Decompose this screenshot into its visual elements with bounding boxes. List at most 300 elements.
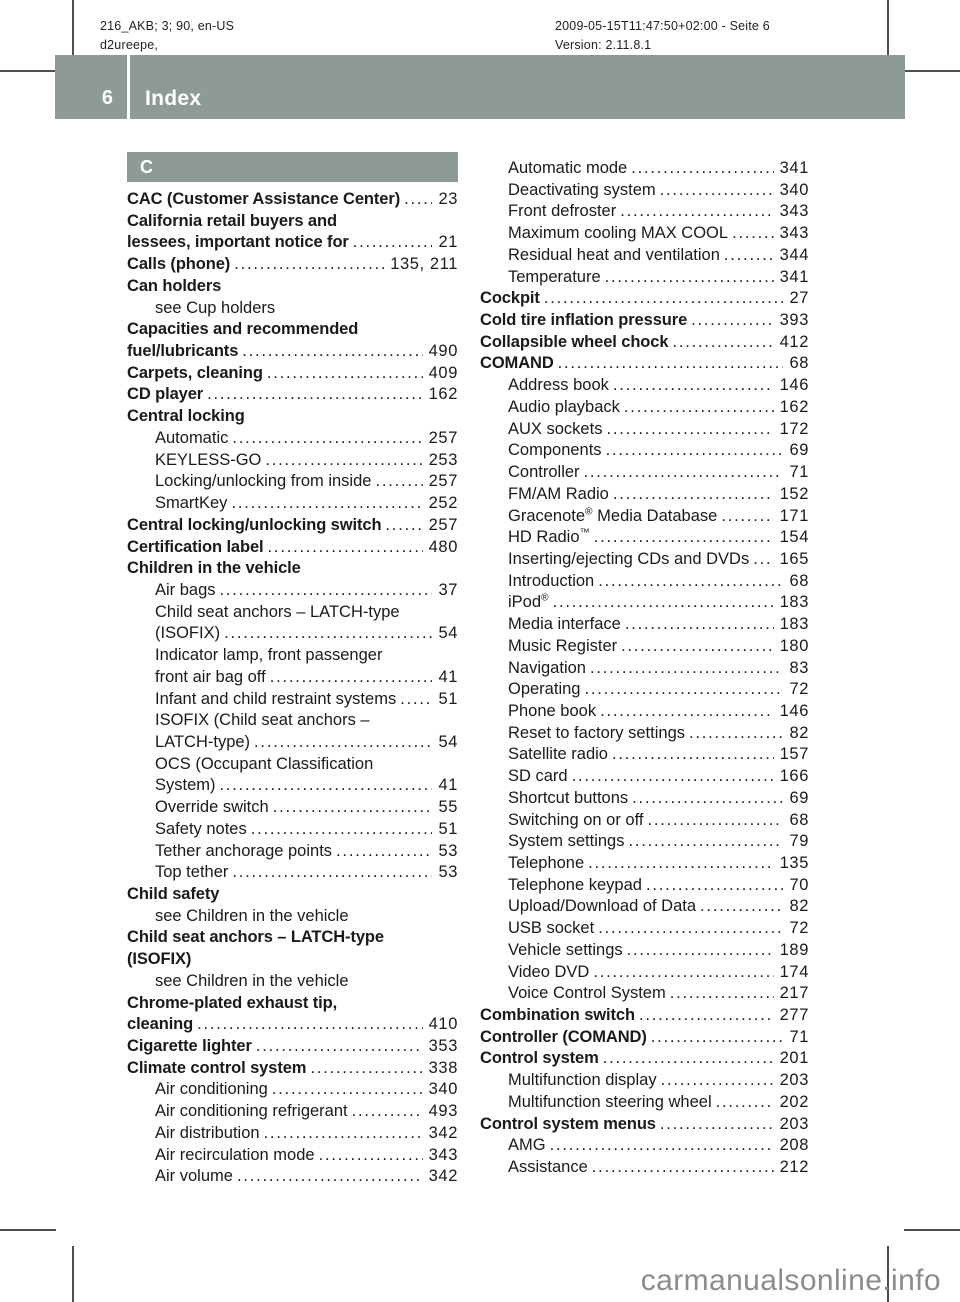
index-entry-page-number: 146 — [779, 376, 809, 395]
index-entry-label: Infant and child restraint systems — [155, 689, 397, 708]
dot-leader — [661, 1070, 774, 1092]
dot-leader — [265, 450, 422, 472]
dot-leader — [606, 419, 773, 441]
index-entry-label: fuel/lubricants — [127, 342, 239, 361]
dot-leader — [242, 341, 422, 363]
index-entry-label: Telephone — [508, 854, 585, 872]
index-entry — [480, 462, 809, 484]
index-entry — [127, 862, 458, 884]
header-bar — [55, 55, 905, 119]
index-entry-label: LATCH-type) — [155, 732, 251, 751]
index-entry-page-number: 162 — [779, 397, 809, 416]
dot-leader — [632, 788, 783, 810]
index-entry-label: Inserting/ejecting CDs and DVDs — [508, 549, 750, 568]
index-entry-page-number: 21 — [438, 233, 458, 252]
index-entry-label: FM/AM Radio — [508, 484, 609, 503]
index-entry-label: HD Radio™ — [508, 527, 590, 547]
index-entry — [480, 375, 809, 397]
index-entry-page-number: 183 — [779, 615, 809, 634]
index-entry — [127, 971, 458, 993]
dot-leader — [400, 689, 432, 711]
index-entry — [480, 484, 809, 506]
index-entry-page-number: 172 — [779, 419, 809, 438]
index-entry — [127, 927, 458, 949]
index-entry — [127, 1123, 458, 1145]
index-entry-label: Safety notes — [155, 819, 247, 838]
index-entry-label: Automatic — [155, 428, 229, 447]
index-entry-label: Deactivating system — [508, 180, 656, 199]
index-entry-label: Shortcut buttons — [508, 788, 629, 807]
dot-leader — [310, 1058, 422, 1080]
index-entry-page-number: 183 — [779, 593, 809, 612]
index-entry — [127, 428, 458, 450]
index-entry — [480, 983, 809, 1005]
index-entry-label: OCS (Occupant Classification — [155, 754, 374, 773]
index-entry-label: Voice Control System — [508, 984, 666, 1003]
index-entry-page-number: 51 — [438, 689, 458, 708]
index-entry — [127, 406, 458, 428]
index-entry-page-number: 208 — [779, 1136, 809, 1155]
index-entry-label: Operating — [508, 680, 581, 699]
index-entry-page-number: 412 — [779, 332, 809, 351]
dot-leader — [232, 862, 432, 884]
index-entry-label: USB socket — [508, 919, 595, 938]
index-entry-page-number: 71 — [789, 463, 809, 482]
dot-leader — [558, 353, 784, 375]
index-entry-label: Reset to factory settings — [508, 723, 685, 742]
index-entry — [127, 754, 458, 776]
dot-leader — [267, 363, 423, 385]
dot-leader — [319, 1145, 423, 1167]
dot-leader — [624, 397, 774, 419]
dot-leader — [207, 384, 423, 406]
dot-leader — [590, 658, 783, 680]
index-entry-page-number: 343 — [779, 224, 809, 243]
index-entry-label: Override switch — [155, 798, 269, 817]
dot-leader — [224, 623, 432, 645]
index-entry-page-number: 166 — [779, 767, 809, 786]
watermark-link[interactable]: carmanualsonline.info — [640, 1264, 941, 1297]
index-entry-page-number: 338 — [428, 1058, 458, 1077]
index-entry-label: Residual heat and ventilation — [508, 245, 720, 264]
index-entry-label: California retail buyers and — [127, 211, 337, 230]
index-entry — [480, 636, 809, 658]
index-entry-label: Certification label — [127, 537, 264, 556]
index-entry-label: Assistance — [508, 1158, 588, 1177]
index-entry-label: see Children in the vehicle — [155, 906, 349, 925]
index-entry-page-number: 201 — [779, 1049, 809, 1068]
index-entry-page-number: 252 — [428, 494, 458, 513]
crop-mark-bottom-right-horizontal — [904, 1229, 960, 1231]
dot-leader — [237, 1166, 423, 1188]
index-entry-label: Satellite radio — [508, 745, 608, 764]
index-entry-page-number: 83 — [789, 658, 809, 677]
index-entry-label: (ISOFIX) — [127, 950, 192, 969]
index-entry — [480, 549, 809, 571]
index-entry — [480, 658, 809, 680]
index-entry-page-number: 174 — [779, 962, 809, 981]
dot-leader — [612, 744, 774, 766]
index-entry — [480, 158, 809, 180]
index-entry-label: COMAND — [480, 354, 554, 373]
index-entry-label: Controller (COMAND) — [480, 1027, 647, 1046]
dot-leader — [700, 896, 783, 918]
index-entry-page-number: 72 — [789, 919, 809, 938]
dot-leader — [670, 983, 774, 1005]
index-entry-page-number: 344 — [779, 245, 809, 264]
index-entry — [127, 276, 458, 298]
index-entry — [127, 363, 458, 385]
index-entry-label: Controller — [508, 463, 580, 482]
crop-mark-top-left-vertical — [72, 0, 74, 56]
dot-leader — [234, 254, 384, 276]
index-entry-page-number: 480 — [428, 537, 458, 556]
index-entry — [127, 732, 458, 754]
index-entry-label: Maximum cooling MAX COOL — [508, 224, 729, 243]
dot-leader — [605, 267, 774, 289]
dot-leader — [691, 310, 774, 332]
index-entry-label: AMG — [508, 1136, 546, 1155]
index-entry — [127, 450, 458, 472]
index-entry — [480, 962, 809, 984]
index-entry-label: Child seat anchors – LATCH-type — [127, 928, 384, 947]
index-entry-label: Automatic mode — [508, 159, 628, 177]
index-entry-label: Phone book — [508, 701, 597, 720]
index-entry-page-number: 53 — [438, 863, 458, 882]
index-entry — [127, 689, 458, 711]
dot-leader — [553, 592, 774, 614]
dot-leader — [270, 667, 433, 689]
index-entry — [480, 397, 809, 419]
dot-leader — [598, 918, 783, 940]
index-entry — [480, 1135, 809, 1157]
index-entry — [480, 940, 809, 962]
section-letter-header — [127, 152, 458, 182]
index-entry — [480, 1114, 809, 1136]
index-entry-page-number: 68 — [789, 354, 809, 373]
index-entry-label: Capacities and recommended — [127, 320, 359, 339]
index-entry-label: Media interface — [508, 615, 621, 634]
index-entry — [480, 875, 809, 897]
index-entry-page-number: 157 — [779, 745, 809, 764]
index-entry-label: Collapsible wheel chock — [480, 332, 669, 351]
index-entry-label: Locking/unlocking from inside — [155, 472, 372, 491]
index-entry-page-number: 37 — [438, 580, 458, 599]
index-entry-page-number: 257 — [428, 472, 458, 491]
index-entry-page-number: 54 — [438, 624, 458, 643]
index-entry-label: Music Register — [508, 636, 618, 655]
index-entry-label: Air recirculation mode — [155, 1145, 315, 1164]
index-entry-label: Multifunction display — [508, 1071, 657, 1090]
index-entry-page-number: 277 — [779, 1006, 809, 1025]
index-entry-page-number: 68 — [789, 810, 809, 829]
index-entry-label: SD card — [508, 767, 568, 786]
index-entry-label: Temperature — [508, 267, 601, 286]
index-entry — [480, 527, 809, 549]
index-entry-page-number: 41 — [438, 776, 458, 795]
dot-leader — [273, 797, 433, 819]
dot-leader — [584, 462, 784, 484]
index-entry — [127, 298, 458, 320]
dot-leader — [625, 614, 774, 636]
index-entry — [127, 1036, 458, 1058]
index-entry-page-number: 135 — [779, 854, 809, 872]
dot-leader — [651, 1027, 784, 1049]
dot-leader — [220, 775, 433, 797]
index-entry-page-number: 79 — [789, 832, 809, 851]
index-entry-page-number: 154 — [779, 528, 809, 547]
index-entry-label: Carpets, cleaning — [127, 363, 263, 382]
index-entry — [480, 1157, 809, 1179]
index-entry-page-number: 68 — [789, 571, 809, 590]
dot-leader — [732, 223, 774, 245]
dot-leader — [404, 189, 432, 211]
index-entry — [480, 810, 809, 832]
index-entry-page-number: 135, 211 — [390, 255, 458, 274]
print-info-left-line2: d2ureepe, — [100, 37, 159, 52]
index-entry — [127, 623, 458, 645]
index-entry-label: cleaning — [127, 1015, 194, 1034]
index-entry — [127, 710, 458, 732]
index-entry-page-number: 341 — [779, 267, 809, 286]
index-entry — [127, 384, 458, 406]
index-entry — [127, 1101, 458, 1123]
index-entry-page-number: 41 — [438, 667, 458, 686]
index-entry-label: Cigarette lighter — [127, 1037, 252, 1056]
index-entry — [480, 831, 809, 853]
dot-leader — [621, 636, 774, 658]
index-entry — [127, 319, 458, 341]
index-entry — [127, 471, 458, 493]
index-entry-label: Upload/Download of Data — [508, 897, 697, 916]
index-entry-label: Switching on or off — [508, 810, 644, 829]
index-entry-page-number: 54 — [438, 732, 458, 751]
index-entry-label: lessees, important notice for — [127, 233, 349, 252]
index-entry-label: Top tether — [155, 863, 229, 882]
crop-mark-top-left-horizontal — [0, 70, 56, 72]
print-info-right-line1: 2009-05-15T11:47:50+02:00 - Seite 6 — [555, 19, 770, 33]
dot-leader — [721, 506, 773, 528]
index-entry — [480, 853, 809, 875]
index-entry — [480, 766, 809, 788]
dot-leader — [251, 819, 433, 841]
index-entry-page-number: 162 — [428, 385, 458, 404]
index-entry — [127, 189, 458, 211]
page-title: Index — [145, 87, 202, 110]
dot-leader — [660, 180, 774, 202]
index-entry-label: Gracenote® Media Database — [508, 506, 718, 525]
index-entry-label: Central locking — [127, 407, 245, 426]
index-entry — [480, 419, 809, 441]
index-entry-page-number: 71 — [789, 1027, 809, 1046]
index-entry-label: front air bag off — [155, 667, 266, 686]
index-entry-label: (ISOFIX) — [155, 624, 221, 643]
dot-leader — [603, 1048, 774, 1070]
index-entry — [127, 906, 458, 928]
crop-mark-bottom-left-vertical — [72, 1246, 74, 1302]
index-entry-label: Chrome-plated exhaust tip, — [127, 993, 338, 1012]
dot-leader — [594, 527, 774, 549]
index-entry — [480, 1005, 809, 1027]
index-entry — [127, 1058, 458, 1080]
index-entry-label: Address book — [508, 376, 609, 395]
index-entry — [127, 819, 458, 841]
dot-leader — [660, 1114, 774, 1136]
index-entry — [480, 701, 809, 723]
index-entry — [480, 353, 809, 375]
index-entry-page-number: 189 — [779, 940, 809, 959]
index-entry — [480, 723, 809, 745]
dot-leader — [264, 1123, 423, 1145]
index-entry — [480, 267, 809, 289]
dot-leader — [572, 766, 774, 788]
dot-leader — [231, 493, 422, 515]
index-entry — [480, 180, 809, 202]
print-info-right — [555, 17, 770, 54]
index-entry-page-number: 202 — [779, 1092, 809, 1111]
index-entry-page-number: 82 — [789, 897, 809, 916]
index-entry-page-number: 23 — [438, 190, 458, 208]
print-info-left-line1: 216_AKB; 3; 90, en-US — [100, 19, 235, 33]
dot-leader — [232, 428, 422, 450]
index-entry-page-number: 70 — [789, 875, 809, 894]
index-entry-label: Air conditioning refrigerant — [155, 1102, 348, 1121]
dot-leader — [197, 1014, 423, 1036]
dot-leader — [646, 875, 783, 897]
crop-mark-top-right-vertical — [887, 0, 889, 56]
index-entry — [480, 592, 809, 614]
index-entry-label: ISOFIX (Child seat anchors – — [155, 711, 370, 730]
index-entry-label: KEYLESS-GO — [155, 450, 262, 469]
crop-mark-bottom-left-horizontal — [0, 1229, 56, 1231]
index-entry-label: Child seat anchors – LATCH-type — [155, 602, 400, 621]
index-entry-page-number: 342 — [428, 1167, 458, 1186]
dot-leader — [584, 679, 783, 701]
index-entry-label: Climate control system — [127, 1058, 307, 1077]
dot-leader — [639, 1005, 774, 1027]
index-entry — [480, 918, 809, 940]
dot-leader — [272, 1079, 423, 1101]
index-entry — [480, 1027, 809, 1049]
index-entry — [127, 537, 458, 559]
print-info-right-line2: Version: 2.11.8.1 — [555, 37, 652, 52]
dot-leader — [588, 853, 774, 875]
index-entry — [127, 993, 458, 1015]
index-entry — [127, 841, 458, 863]
index-entry — [127, 515, 458, 537]
index-entry — [127, 254, 458, 276]
index-entry-label: Tether anchorage points — [155, 841, 333, 860]
index-entry — [480, 788, 809, 810]
index-entry-page-number: 343 — [428, 1145, 458, 1164]
index-entry — [127, 667, 458, 689]
index-entry-page-number: 340 — [779, 180, 809, 199]
index-entry-page-number: 212 — [779, 1158, 809, 1177]
index-entry-label: Navigation — [508, 658, 586, 677]
index-entry-label: SmartKey — [155, 494, 228, 513]
dot-leader — [375, 471, 422, 493]
index-entry — [480, 679, 809, 701]
index-entry — [127, 1014, 458, 1036]
index-entry — [127, 884, 458, 906]
index-entry-label: Can holders — [127, 276, 222, 295]
dot-leader — [256, 1036, 423, 1058]
index-entry — [480, 1092, 809, 1114]
index-entry — [480, 896, 809, 918]
index-entry-label: see Cup holders — [155, 298, 276, 317]
index-entry — [127, 211, 458, 233]
index-column-right — [480, 158, 809, 1179]
index-entry-page-number: 180 — [779, 636, 809, 655]
dot-leader — [631, 158, 773, 180]
index-entry — [480, 201, 809, 223]
index-entry-label: Air bags — [155, 580, 216, 599]
dot-leader — [613, 375, 774, 397]
index-entry — [480, 310, 809, 332]
dot-leader — [598, 571, 783, 593]
index-entry-page-number: 343 — [779, 202, 809, 221]
index-entry — [127, 1166, 458, 1188]
index-entry — [480, 1048, 809, 1070]
dot-leader — [550, 1135, 774, 1157]
index-entry-label: Multifunction steering wheel — [508, 1092, 712, 1111]
print-info-left — [100, 17, 234, 54]
index-entry-label: Combination switch — [480, 1006, 635, 1025]
index-entry-label: Audio playback — [508, 397, 620, 416]
index-entry — [127, 232, 458, 254]
index-entry-label: Air conditioning — [155, 1080, 268, 1099]
index-entry-page-number: 217 — [779, 984, 809, 1003]
index-entry-label: Air distribution — [155, 1123, 260, 1142]
index-entry-page-number: 82 — [789, 723, 809, 742]
index-entry — [127, 493, 458, 515]
index-entry — [127, 341, 458, 363]
index-entry — [127, 797, 458, 819]
index-entry-page-number: 203 — [779, 1071, 809, 1090]
page-number: 6 — [101, 87, 113, 109]
index-entry — [480, 332, 809, 354]
dot-leader — [647, 810, 783, 832]
index-entry-label: System) — [155, 776, 216, 795]
index-entry-label: Central locking/unlocking switch — [127, 515, 382, 534]
section-letter: C — [140, 157, 153, 177]
index-entry-page-number: 493 — [428, 1102, 458, 1121]
index-entry-label: Child safety — [127, 885, 220, 903]
index-entry-label: Control system — [480, 1049, 599, 1068]
dot-leader — [620, 201, 773, 223]
dot-leader — [268, 537, 423, 559]
index-entry-page-number: 171 — [779, 506, 809, 525]
index-entry-page-number: 353 — [428, 1037, 458, 1056]
index-entry-label: Front defroster — [508, 202, 617, 221]
index-entry-page-number: 69 — [789, 441, 809, 460]
index-entry — [127, 645, 458, 667]
dot-leader — [724, 245, 774, 267]
index-entry — [127, 1079, 458, 1101]
dot-leader — [544, 288, 784, 310]
index-entry-label: Video DVD — [508, 962, 590, 981]
index-entry-label: CAC (Customer Assistance Center) — [127, 190, 401, 208]
dot-leader — [600, 701, 774, 723]
index-entry — [127, 602, 458, 624]
dot-leader — [606, 440, 784, 462]
dot-leader — [353, 232, 433, 254]
dot-leader — [753, 549, 773, 571]
index-entry-page-number: 51 — [438, 819, 458, 838]
index-entry — [127, 558, 458, 580]
dot-leader — [254, 732, 432, 754]
index-entry-page-number: 257 — [428, 428, 458, 447]
